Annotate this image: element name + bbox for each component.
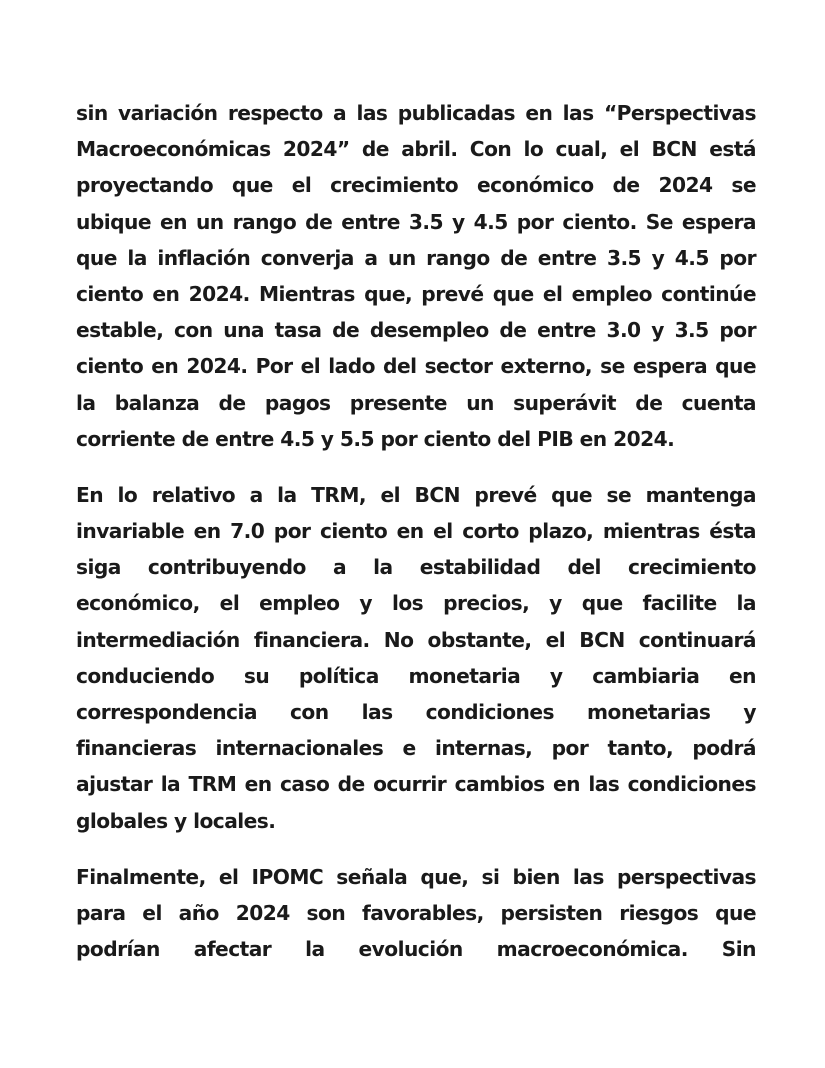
text-line: ciento en 2024. Por el lado del sector externo, se espera que [76, 354, 756, 379]
text-line: para el año 2024 son favorables, persisten riesgos que [76, 900, 756, 925]
text-line: siga contribuyendo a la estabilidad del crecimiento [76, 555, 756, 580]
text-line: ubique en un rango de entre 3.5 y 4.5 por ciento. Se espera [76, 209, 756, 234]
text-line: estable, con una tasa de desempleo de entre 3.0 y 3.5 por [76, 318, 756, 343]
paragraph-risks [76, 859, 756, 968]
text-line: Macroeconómicas 2024” de abril. Con lo cual, el BCN está [76, 137, 756, 162]
text-line: conduciendo su política monetaria y cambiaria en [76, 663, 756, 688]
text-line: podrían afectar la evolución macroeconómica. Sin [76, 937, 756, 962]
text-line: correspondencia con las condiciones monetarias y [76, 700, 756, 724]
text-line: ciento en 2024. Mientras que, prevé que el empleo continúe [76, 281, 756, 306]
text-line: sin variación respecto a las publicadas en las “Perspectivas [76, 101, 756, 125]
text-line: que la inflación converja a un rango de entre 3.5 y 4.5 por [76, 245, 756, 270]
text-line: económico, el empleo y los precios, y que facilite la [76, 591, 756, 616]
text-line: intermediación financiera. No obstante, el BCN continuará [76, 627, 756, 652]
paragraph-trm-policy [76, 477, 756, 839]
document-body [76, 95, 756, 987]
text-line: ajustar la TRM en caso de ocurrir cambios en las condiciones [76, 772, 756, 797]
text-line: globales y locales. [76, 808, 276, 833]
text-line: Finalmente, el IPOMC señala que, si bien las perspectivas [76, 864, 756, 889]
text-line: invariable en 7.0 por ciento en el corto plazo, mientras ésta [76, 519, 756, 544]
paragraph-economic-projections [76, 95, 756, 457]
text-line: la balanza de pagos presente un superávit de cuenta [76, 390, 756, 415]
text-line: corriente de entre 4.5 y 5.5 por ciento del PIB en 2024. [76, 426, 675, 451]
text-line: proyectando que el crecimiento económico de 2024 se [76, 173, 756, 198]
text-line: financieras internacionales e internas, por tanto, podrá [76, 736, 756, 761]
text-line: En lo relativo a la TRM, el BCN prevé que se mantenga [76, 482, 756, 507]
